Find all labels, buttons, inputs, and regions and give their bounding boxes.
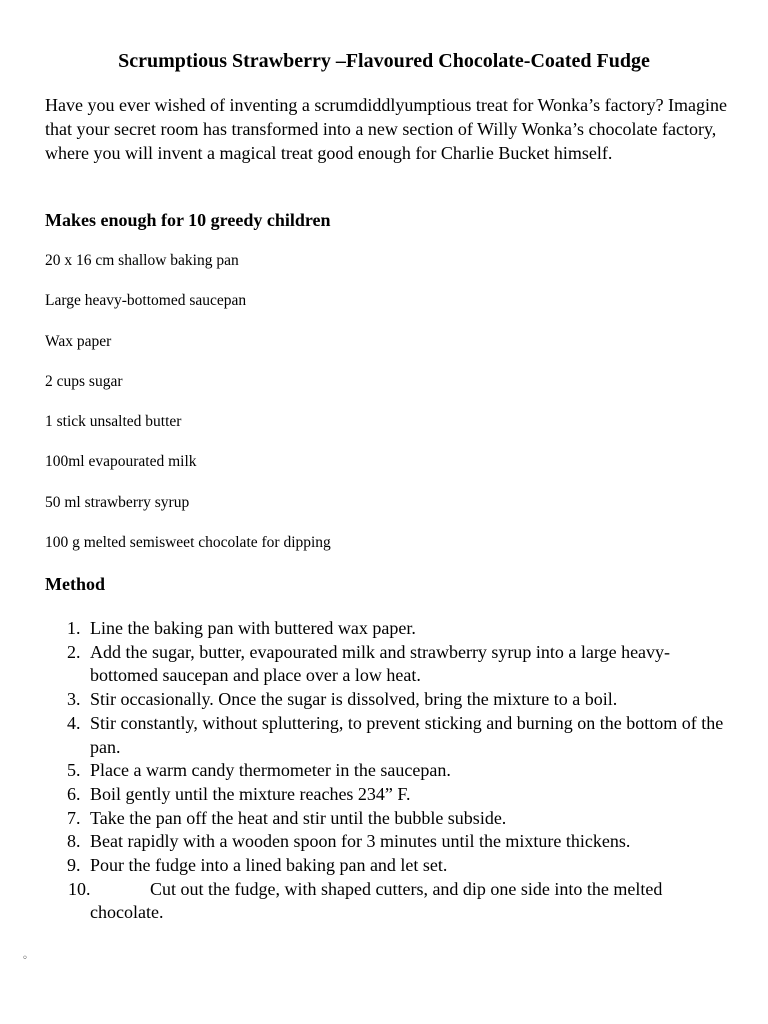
- step-text: Beat rapidly with a wooden spoon for 3 minutes until the mixture thickens.: [90, 831, 631, 852]
- method-step: [45, 688, 735, 712]
- method-step: [45, 712, 735, 759]
- method-heading: Method: [45, 574, 105, 594]
- step-text: Stir occasionally. Once the sugar is dissolved, bring the mixture to a boil.: [90, 689, 618, 710]
- method-step: [45, 783, 735, 807]
- step-number: 10.: [68, 878, 91, 899]
- step-number: 3.: [67, 689, 81, 710]
- serving-size-heading: Makes enough for 10 greedy children: [45, 210, 331, 230]
- step-text: Place a warm candy thermometer in the saucepan.: [90, 760, 451, 781]
- ingredient-item: 50 ml strawberry syrup: [45, 493, 190, 511]
- method-step: [45, 830, 735, 854]
- step-number: 5.: [67, 760, 81, 781]
- method-steps-list: [45, 617, 735, 925]
- ingredient-item: Large heavy-bottomed saucepan: [45, 292, 247, 310]
- step-text: Stir constantly, without spluttering, to prevent sticking and burning on the bottom of the pan.: [90, 712, 724, 757]
- ingredient-item: 20 x 16 cm shallow baking pan: [45, 252, 239, 269]
- method-step: [45, 854, 735, 878]
- step-text: Boil gently until the mixture reaches 234” F.: [90, 783, 411, 804]
- ingredient-item: 100 g melted semisweet chocolate for dipping: [45, 534, 331, 552]
- step-number: 7.: [67, 807, 81, 828]
- step-number: 9.: [67, 855, 81, 876]
- intro-paragraph: Have you ever wished of inventing a scrumdiddlyumptious treat for Wonka’s factory? Imagine that your secret room has transformed into a new section of Willy Wonka’s chocolate factory, where you will invent a magical treat good enough for Charlie Bucket himself.: [45, 95, 728, 163]
- ingredient-item: Wax paper: [45, 332, 112, 350]
- recipe-title: Scrumptious Strawberry –Flavoured Chocolate-Coated Fudge: [118, 50, 650, 72]
- step-number: 1.: [67, 618, 81, 638]
- step-number: 4.: [67, 712, 81, 733]
- ingredients-list: [45, 250, 331, 572]
- method-step: [45, 807, 735, 831]
- footer-bullet-mark: ◦: [22, 953, 28, 964]
- ingredient-item: 2 cups sugar: [45, 372, 123, 390]
- method-step: [45, 617, 735, 641]
- step-text: Line the baking pan with buttered wax paper.: [90, 618, 416, 638]
- step-text: Take the pan off the heat and stir until the bubble subside.: [90, 807, 507, 828]
- method-step: [45, 878, 735, 925]
- step-number: 8.: [67, 831, 81, 852]
- step-text: [90, 878, 735, 925]
- method-step: [45, 641, 735, 688]
- step-text-content: Cut out the fudge, with shaped cutters, and dip one side into the melted chocolate.: [90, 878, 663, 923]
- step-text: Add the sugar, butter, evapourated milk and strawberry syrup into a large heavy-bottomed saucepan and place over a low heat.: [90, 641, 671, 686]
- ingredient-item: 100ml evapourated milk: [45, 453, 197, 471]
- step-number: 6.: [67, 783, 81, 804]
- step-text: Pour the fudge into a lined baking pan and let set.: [90, 855, 448, 876]
- method-step: [45, 759, 735, 783]
- step-number: 2.: [67, 641, 81, 662]
- ingredient-item: 1 stick unsalted butter: [45, 413, 182, 431]
